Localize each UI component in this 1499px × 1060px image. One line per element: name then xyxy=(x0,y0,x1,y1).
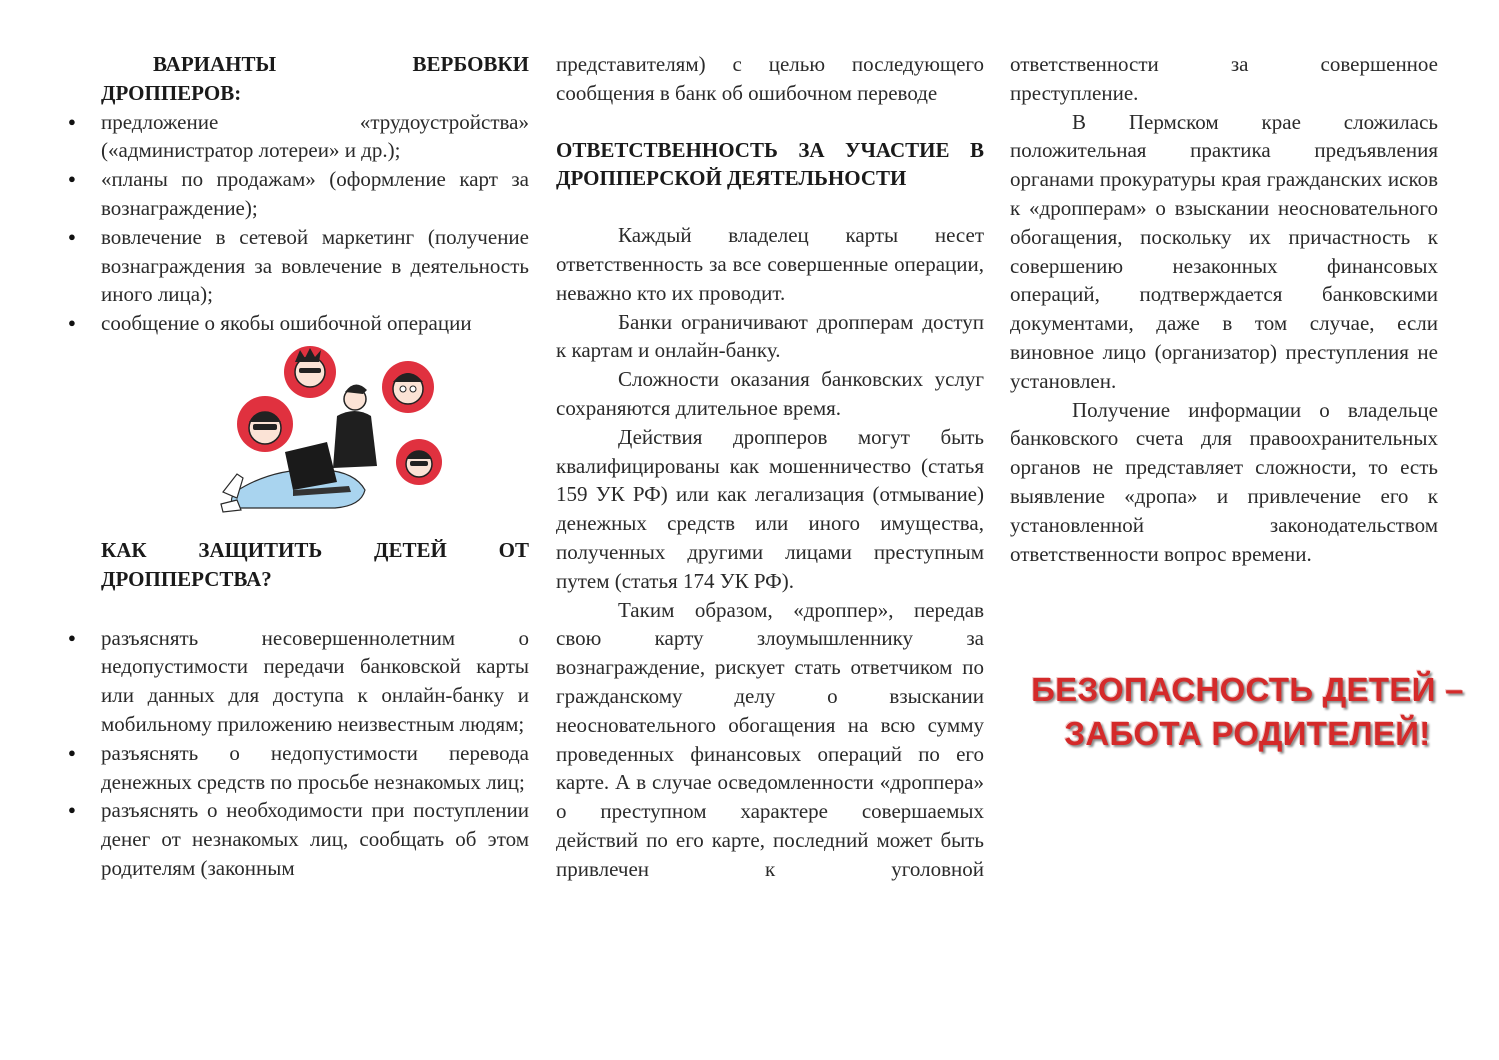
hacker-avatar-icon xyxy=(396,439,442,485)
paragraph: Банки ограничивают дропперам доступ к картам и онлайн-банку. xyxy=(556,309,984,363)
list-item: ● разъяснять несовершеннолетним о недопустимости передачи банковской карты или данных для доступа к онлайн-банку и мобильному приложению неизвестным людям; xyxy=(101,624,529,739)
paragraph: Получение информации о владельце банковского счета для правоохранительных органов не представляет сложности, то есть выявление «дропа» и привлечение его к установленной законодательством ответственности вопрос времени. xyxy=(1010,397,1438,566)
hacker-avatar-icon xyxy=(284,346,336,398)
continuation-text: представителям) с целью последующего сообщения в банк об ошибочном переводе xyxy=(556,52,984,105)
list-item: ● сообщение о якобы ошибочной операции xyxy=(101,309,529,338)
column-right xyxy=(1010,50,1438,568)
dropper-illustration xyxy=(101,344,529,524)
paragraph: Каждый владелец карты несет ответственность за все совершенные операции, неважно кто их проводит. xyxy=(556,223,984,305)
column-middle xyxy=(556,50,984,884)
heading-liability: ОТВЕТСТВЕННОСТЬ ЗА УЧАСТИЕ В ДРОППЕРСКОЙ ДЕЯТЕЛЬНОСТИ xyxy=(556,137,984,191)
list-item: ● разъяснять о необходимости при поступлении денег от незнакомых лиц, сообщать об этом родителям (законным xyxy=(101,796,529,882)
hacker-avatar-icon xyxy=(382,361,434,413)
protect-list xyxy=(101,624,529,883)
slogan-line: БЕЗОПАСНОСТЬ ДЕТЕЙ – xyxy=(1031,671,1464,708)
list-item: ● разъяснять о недопустимости перевода денежных средств по просьбе незнакомых лиц; xyxy=(101,739,529,797)
paragraph: Действия дропперов могут быть квалифицированы как мошенничество (статья 159 УК РФ) или как легализация (отмывание) денежных средств или иного имущества, полученных другими лицами преступным путем (статья 174 УК РФ). xyxy=(556,424,984,593)
recruit-list xyxy=(101,108,529,338)
continuation-text: ответственности за совершенное преступление. xyxy=(1010,52,1438,105)
paragraph: Таким образом, «дроппер», передав свою карту злоумышленнику за вознаграждение, рискует стать ответчиком по гражданскому делу о взыскании неосновательного обогащения на всю сумму проведенных финансовых операций по его карте. А в случае осведомленности «дроппера» о преступном характере совершаемых действий по его карте, последний может быть привлечен к уголовной xyxy=(556,597,984,881)
list-item: ● предложение «трудоустройства» («администратор лотереи» и др.); xyxy=(101,108,529,166)
list-item: ● «планы по продажам» (оформление карт за вознаграждение); xyxy=(101,165,529,223)
slogan-line: ЗАБОТА РОДИТЕЛЕЙ! xyxy=(1064,715,1431,752)
slogan xyxy=(1020,668,1475,756)
paragraph: В Пермском крае сложилась положительная практика предъявления органами прокуратуры края гражданских исков к «дропперам» о взыскании неосновательного обогащения, поскольку их причастность к совершению незаконных финансовых операций, подтверждается банковскими документами, даже в том случае, если виновное лицо (организатор) преступления не установлен. xyxy=(1010,109,1438,393)
hacker-avatar-icon xyxy=(237,396,293,452)
column-left xyxy=(101,50,529,883)
heading-protect: КАК ЗАЩИТИТЬ ДЕТЕЙ ОТ ДРОППЕРСТВА? xyxy=(101,537,529,591)
list-item: ● вовлечение в сетевой маркетинг (получение вознаграждения за вовлечение в деятельность иного лица); xyxy=(101,223,529,309)
heading-recruit: ВАРИАНТЫ ВЕРБОВКИ ДРОППЕРОВ: xyxy=(101,52,529,105)
paragraph: Сложности оказания банковских услуг сохраняются длительное время. xyxy=(556,367,984,420)
